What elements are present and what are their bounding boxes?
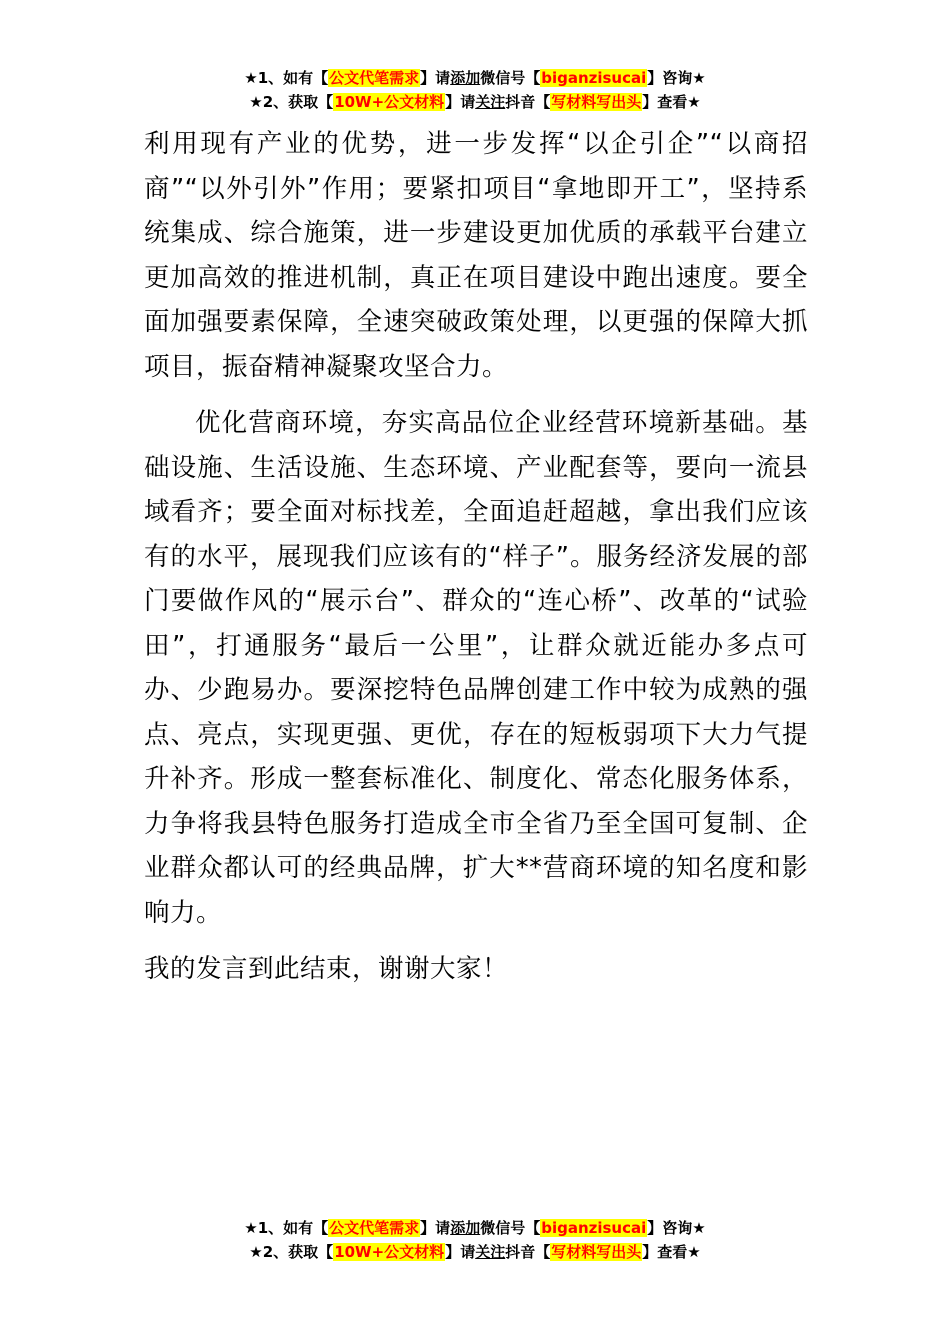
highlight-wechat-id: biganzisucai [541,1219,647,1237]
closing-line: 我的发言到此结束，谢谢大家！ [144,954,509,984]
banner-line-2-footer: ★2、获取【10W+公文材料】请关注抖音【写材料写出头】查看★ [249,1243,701,1261]
banner-line-2: ★2、获取【10W+公文材料】请关注抖音【写材料写出头】查看★ [249,93,701,111]
footer-banner [0,1216,950,1264]
highlight-wechat-id: biganzisucai [541,69,647,87]
banner-line-1: ★1、如有【公文代笔需求】请添加微信号【biganzisucai】咨询★ [244,69,706,87]
highlight-douyin-account: 写材料写出头 [551,93,642,111]
paragraph-1: 利用现有产业的优势，进一步发挥“以企引企”“以商招商”“以外引外”作用；要紧扣项目“拿地即开工”，坚持系统集成、综合施策，进一步建设更加优质的承载平台建立更加高效的推进机制，真正在项目建设中跑出速度。要全面加强要素保障，全速突破政策处理，以更强的保障大抓项目，振奋精神凝聚攻坚合力。 [144,129,808,382]
highlight-service: 公文代笔需求 [329,69,420,87]
highlight-materials: 10W+公文材料 [334,93,445,111]
paragraph-2: 优化营商环境，夯实高品位企业经营环境新基础。基础设施、生活设施、生态环境、产业配套等，要向一流县域看齐；要全面对标找差，全面追赶超越，拿出我们应该有的水平，展现我们应该有的“样子”。服务经济发展的部门要做作风的“展示台”、群众的“连心桥”、改革的“试验田”，打通服务“最后一公里”，让群众就近能办多点可办、少跑易办。要深挖特色品牌创建工作中较为成熟的强点、亮点，实现更强、更优，存在的短板弱项下大力气提升补齐。形成一整套标准化、制度化、常态化服务体系，力争将我县特色服务打造成全市全省乃至全国可复制、企业群众都认可的经典品牌，扩大**营商环境的知名度和影响力。 [144,408,808,928]
highlight-douyin-account: 写材料写出头 [551,1243,642,1261]
highlight-materials: 10W+公文材料 [334,1243,445,1261]
document-body [144,122,808,992]
banner-line-1-footer: ★1、如有【公文代笔需求】请添加微信号【biganzisucai】咨询★ [244,1219,706,1237]
highlight-service: 公文代笔需求 [329,1219,420,1237]
header-banner [0,66,950,114]
